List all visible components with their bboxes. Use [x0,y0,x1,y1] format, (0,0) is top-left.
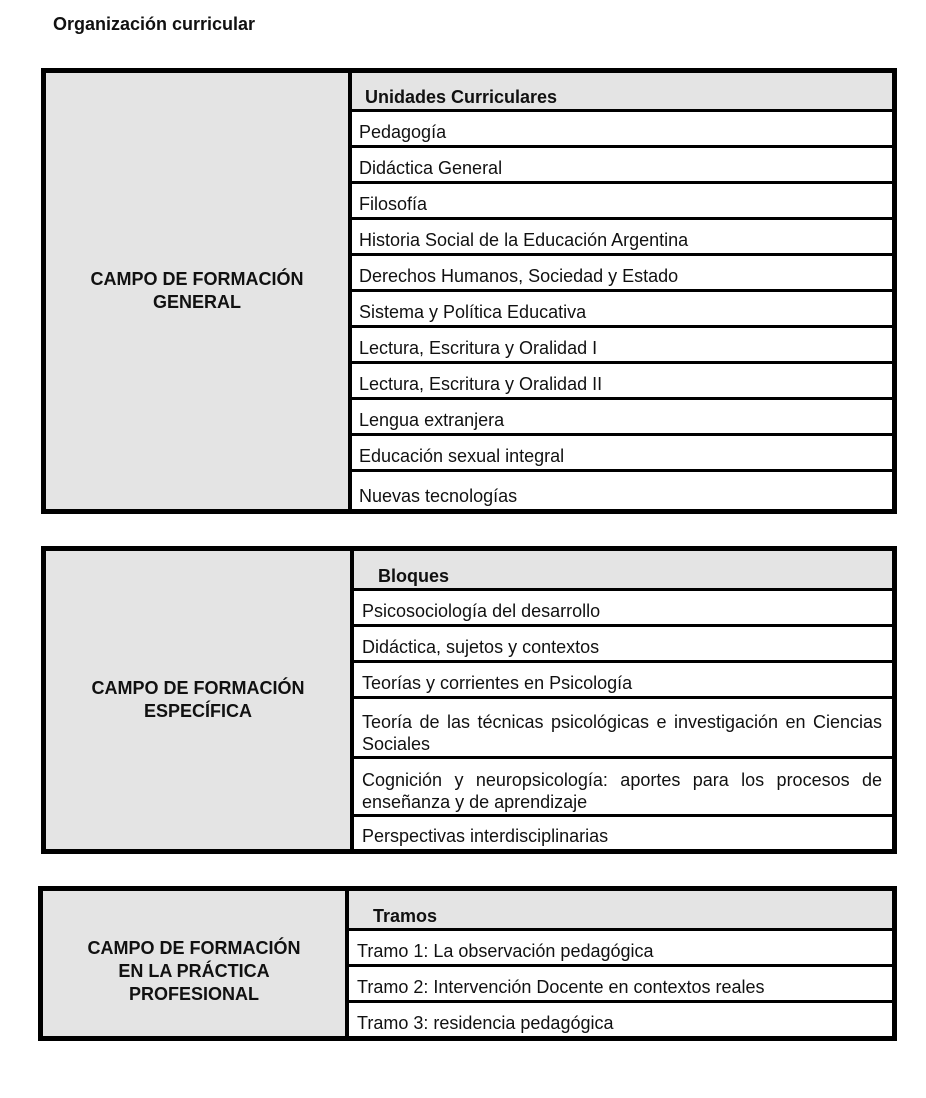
list-item: Teorías y corrientes en Psicología [354,663,892,699]
list-item: Pedagogía [352,112,892,148]
list-item: Didáctica, sujetos y contextos [354,627,892,663]
bloques-header: Bloques [354,551,892,591]
list-item: Nuevas tecnologías [359,486,518,506]
campo-practica-label [43,891,349,1036]
list-item [354,699,892,759]
list-item: Lectura, Escritura y Oralidad II [352,364,892,400]
list-item: Didáctica General [352,148,892,184]
tramos-header: Tramos [349,891,892,931]
campo-especifica-label [46,551,354,849]
list-item: Educación sexual integral [352,436,892,472]
list-item: Derechos Humanos, Sociedad y Estado [352,256,892,292]
campo-general-label [46,73,352,509]
campo-practica-line-1: CAMPO DE FORMACIÓN [87,938,301,958]
campo-especifica-line-2: ESPECÍFICA [143,701,253,721]
bloques-column [354,551,892,849]
campo-practica-line-2: EN LA PRÁCTICA [118,961,270,981]
campo-general-table [41,68,897,514]
campo-especifica-table [41,546,897,854]
page-title: Organización curricular [53,14,256,34]
tramos-column [349,891,892,1036]
list-item: Tramo 3: residencia pedagógica [357,1013,614,1033]
campo-practica-line-3: PROFESIONAL [128,984,259,1004]
list-item: Filosofía [352,184,892,220]
campo-especifica-line-1: CAMPO DE FORMACIÓN [91,678,305,698]
list-item: Tramo 1: La observación pedagógica [349,931,892,967]
list-item: Lengua extranjera [352,400,892,436]
unidades-curriculares-column [352,73,892,509]
unidades-curriculares-header: Unidades Curriculares [352,73,892,112]
list-item: Psicosociología del desarrollo [354,591,892,627]
list-item: Lectura, Escritura y Oralidad I [352,328,892,364]
list-item: Perspectivas interdisciplinarias [362,826,609,846]
campo-general-line-2: GENERAL [152,292,241,312]
list-item: Historia Social de la Educación Argentina [352,220,892,256]
list-item-text: Cognición y neuropsicología: aportes para los procesos de enseñanza y de aprendizaje [362,770,882,812]
list-item [354,759,892,817]
list-item: Tramo 2: Intervención Docente en contextos reales [349,967,892,1003]
list-item: Sistema y Política Educativa [352,292,892,328]
campo-general-line-1: CAMPO DE FORMACIÓN [90,269,304,289]
list-item-text: Teoría de las técnicas psicológicas e investigación en Ciencias Sociales [362,712,882,754]
campo-practica-table [38,886,897,1041]
